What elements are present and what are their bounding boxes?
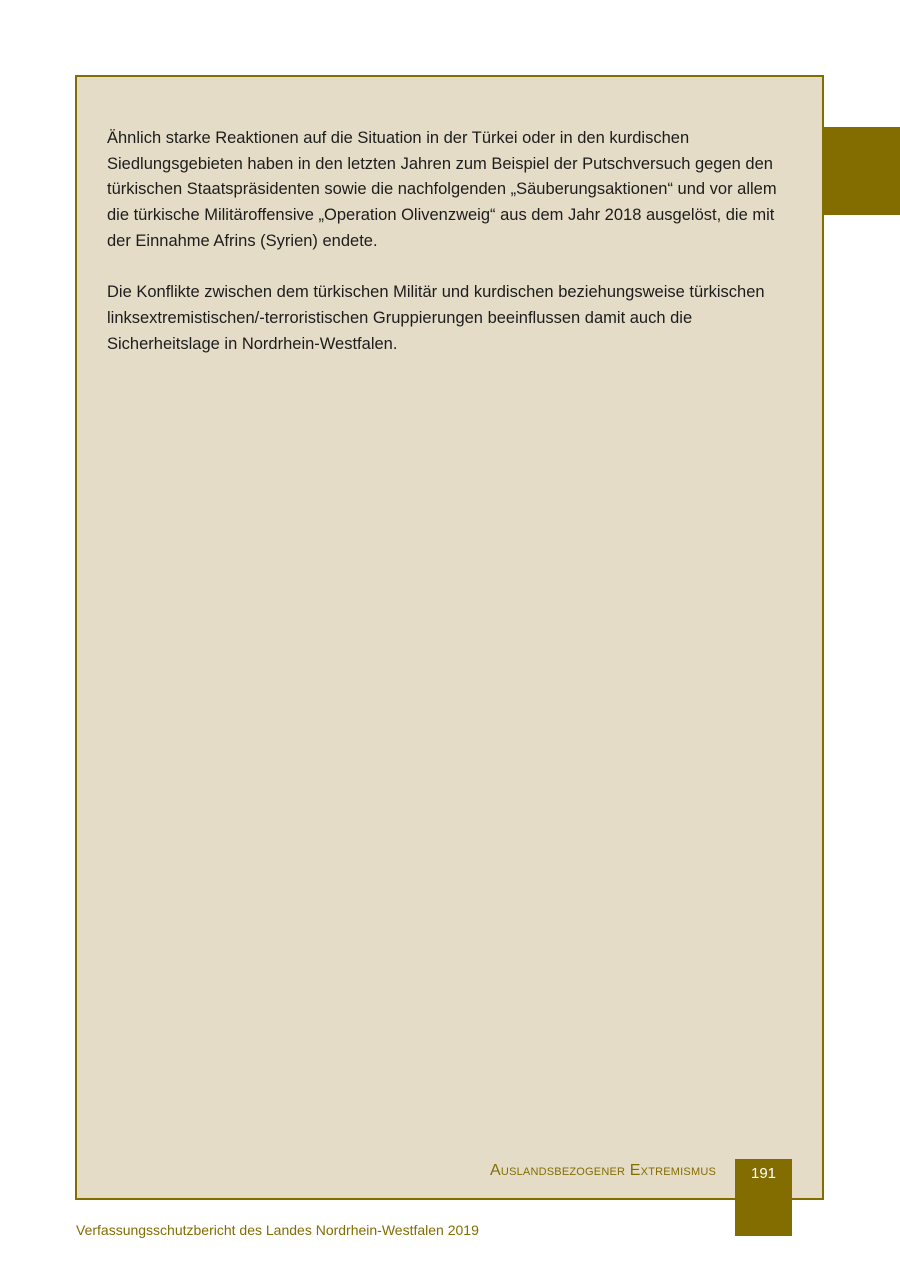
body-text [107,126,797,383]
section-title: Auslandsbezogener Extremismus [490,1162,716,1179]
page-number-box [735,1159,792,1236]
paragraph-1: Ähnlich starke Reaktionen auf die Situation in der Türkei oder in den kurdischen Siedlungsgebieten haben in den letzten Jahren zum Beispiel der Putschversuch gegen den türkischen Staatspräsidenten sowie die nachfolgenden „Säuberungsaktionen“ und vor allem die türkische Militäroffensive „Operation Olivenzweig“ aus dem Jahr 2018 ausgelöst, die mit der Einnahme Afrins (Syrien) endete. [107,129,777,250]
footer-publication: Verfassungsschutzbericht des Landes Nordrhein-Westfalen 2019 [76,1222,479,1238]
chapter-tab-marker [822,127,900,215]
page-number: 191 [750,1165,777,1182]
paragraph-2: Die Konflikte zwischen dem türkischen Militär und kurdischen beziehungsweise türkischen linksextremistischen/-terroristischen Gruppierungen beeinflussen damit auch die Sicherheitslage in Nordrhein-Westfalen. [107,283,765,353]
